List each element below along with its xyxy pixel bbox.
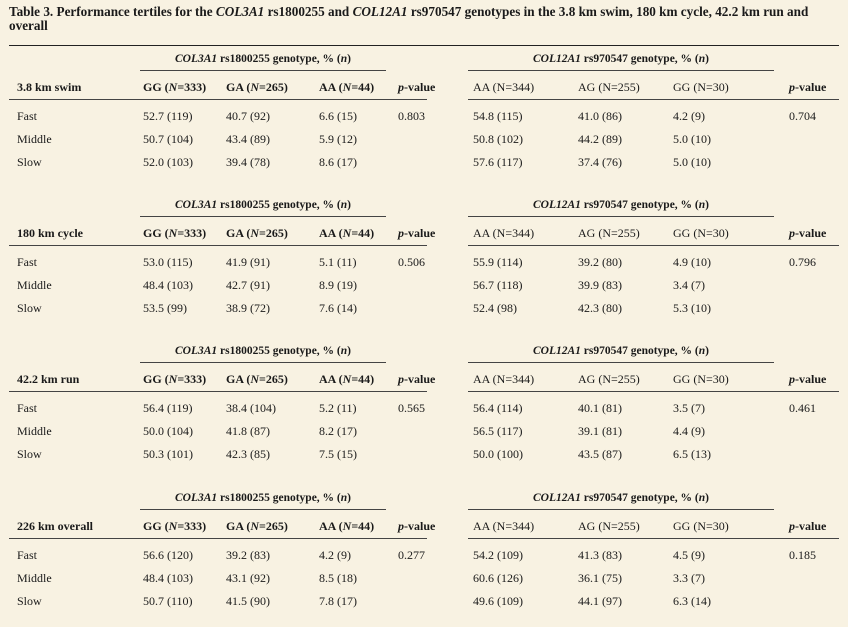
col12-p-value-header: p-value — [789, 80, 827, 94]
cell-gg2: 5.3 (10) — [673, 301, 711, 315]
col-aa-header: AA (N=44) — [319, 80, 375, 94]
col3a1-group-header: COL3A1 rs1800255 genotype, % (n) — [174, 199, 352, 211]
header-rule-left — [9, 99, 427, 100]
section-label: 42.2 km run — [17, 372, 80, 386]
cell-p-value-2: 0.704 — [789, 109, 816, 123]
col12-p-value-header: p-value — [789, 226, 827, 240]
cell-gg2: 4.2 (9) — [673, 109, 705, 123]
cell-ga: 40.7 (92) — [226, 109, 270, 123]
col-gg-header: GG (N=333) — [143, 519, 207, 533]
col-gg-header: GG (N=333) — [143, 372, 207, 386]
cell-ag2: 42.3 (80) — [578, 301, 622, 315]
cell-aa: 8.9 (19) — [319, 278, 357, 292]
header-rule-left — [9, 538, 427, 539]
col3a1-group-rule — [140, 509, 386, 510]
row-label: Middle — [17, 424, 52, 438]
col3a1-group-rule — [140, 216, 386, 217]
header-rule-left — [9, 245, 427, 246]
col12-gg-header: GG (N=30) — [673, 80, 729, 94]
cell-aa: 4.2 (9) — [319, 548, 351, 562]
header-rule-right — [468, 245, 839, 246]
cell-gg: 52.0 (103) — [143, 155, 193, 169]
col12-aa-header: AA (N=344) — [473, 519, 535, 533]
col12-ag-header: AG (N=255) — [578, 372, 640, 386]
cell-ag2: 40.1 (81) — [578, 401, 622, 415]
cell-gg: 48.4 (103) — [143, 571, 193, 585]
row-label: Slow — [17, 447, 42, 461]
cell-p-value-2: 0.185 — [789, 548, 816, 562]
cell-aa2: 56.4 (114) — [473, 401, 523, 415]
cell-ga: 42.7 (91) — [226, 278, 270, 292]
row-label: Fast — [17, 548, 38, 562]
cell-aa2: 50.0 (100) — [473, 447, 523, 461]
cell-aa2: 60.6 (126) — [473, 571, 523, 585]
cell-ga: 41.9 (91) — [226, 255, 270, 269]
cell-aa2: 56.5 (117) — [473, 424, 523, 438]
cell-ag2: 41.0 (86) — [578, 109, 622, 123]
title-rule — [9, 45, 839, 46]
col12a1-group-header: COL12A1 rs970547 genotype, % (n) — [532, 199, 710, 211]
cell-aa: 8.5 (18) — [319, 571, 357, 585]
cell-ag2: 39.1 (81) — [578, 424, 622, 438]
row-label: Fast — [17, 401, 38, 415]
col12a1-group-rule — [468, 70, 774, 71]
col12-aa-header: AA (N=344) — [473, 80, 535, 94]
cell-ag2: 41.3 (83) — [578, 548, 622, 562]
cell-aa2: 57.6 (117) — [473, 155, 523, 169]
row-label: Slow — [17, 155, 42, 169]
cell-aa: 7.5 (15) — [319, 447, 357, 461]
cell-gg: 50.3 (101) — [143, 447, 193, 461]
cell-aa: 7.6 (14) — [319, 301, 357, 315]
col-aa-header: AA (N=44) — [319, 519, 375, 533]
cell-ag2: 36.1 (75) — [578, 571, 622, 585]
col-ga-header: GA (N=265) — [226, 372, 288, 386]
col-aa-header: AA (N=44) — [319, 372, 375, 386]
col12a1-group-header: COL12A1 rs970547 genotype, % (n) — [532, 345, 710, 357]
row-label: Fast — [17, 109, 38, 123]
header-rule-right — [468, 391, 839, 392]
cell-p-value: 0.565 — [398, 401, 425, 415]
section-label: 180 km cycle — [17, 226, 83, 240]
cell-ga: 42.3 (85) — [226, 447, 270, 461]
cell-gg: 50.7 (104) — [143, 132, 193, 146]
cell-gg: 53.5 (99) — [143, 301, 187, 315]
table-title: Table 3. Performance tertiles for the COL3A1 rs1800255 and COL12A1 rs970547 genotypes in the 3.8 km swim, 180 km cycle, 42.2 km run and overall — [9, 4, 809, 33]
cell-aa: 5.2 (11) — [319, 401, 357, 415]
col-p-value-header: p-value — [398, 519, 436, 533]
cell-gg2: 4.5 (9) — [673, 548, 705, 562]
col12-gg-header: GG (N=30) — [673, 519, 729, 533]
col-aa-header: AA (N=44) — [319, 226, 375, 240]
cell-aa2: 54.8 (115) — [473, 109, 523, 123]
cell-gg: 48.4 (103) — [143, 278, 193, 292]
col3a1-group-header: COL3A1 rs1800255 genotype, % (n) — [174, 53, 352, 65]
col3a1-group-rule — [140, 362, 386, 363]
cell-ga: 41.8 (87) — [226, 424, 270, 438]
cell-gg: 50.0 (104) — [143, 424, 193, 438]
col-ga-header: GA (N=265) — [226, 226, 288, 240]
cell-gg2: 6.3 (14) — [673, 594, 711, 608]
row-label: Slow — [17, 594, 42, 608]
col12a1-group-rule — [468, 362, 774, 363]
col12-ag-header: AG (N=255) — [578, 226, 640, 240]
cell-gg2: 4.9 (10) — [673, 255, 711, 269]
cell-ag2: 39.9 (83) — [578, 278, 622, 292]
col12a1-group-header: COL12A1 rs970547 genotype, % (n) — [532, 492, 710, 504]
cell-p-value-2: 0.461 — [789, 401, 816, 415]
col12a1-group-header: COL12A1 rs970547 genotype, % (n) — [532, 53, 710, 65]
cell-ga: 39.2 (83) — [226, 548, 270, 562]
cell-aa: 5.9 (12) — [319, 132, 357, 146]
cell-ga: 38.9 (72) — [226, 301, 270, 315]
row-label: Fast — [17, 255, 38, 269]
cell-gg2: 6.5 (13) — [673, 447, 711, 461]
cell-ag2: 44.2 (89) — [578, 132, 622, 146]
cell-gg: 56.6 (120) — [143, 548, 193, 562]
cell-gg2: 4.4 (9) — [673, 424, 705, 438]
header-rule-left — [9, 391, 427, 392]
cell-ga: 41.5 (90) — [226, 594, 270, 608]
col-ga-header: GA (N=265) — [226, 80, 288, 94]
row-label: Middle — [17, 571, 52, 585]
cell-aa2: 56.7 (118) — [473, 278, 523, 292]
col3a1-group-rule — [140, 70, 386, 71]
cell-aa2: 50.8 (102) — [473, 132, 523, 146]
header-rule-right — [468, 99, 839, 100]
cell-p-value: 0.803 — [398, 109, 425, 123]
col3a1-group-header: COL3A1 rs1800255 genotype, % (n) — [174, 345, 352, 357]
cell-ga: 43.4 (89) — [226, 132, 270, 146]
cell-gg: 53.0 (115) — [143, 255, 193, 269]
col12-aa-header: AA (N=344) — [473, 226, 535, 240]
cell-gg: 52.7 (119) — [143, 109, 193, 123]
cell-aa: 5.1 (11) — [319, 255, 357, 269]
cell-ag2: 44.1 (97) — [578, 594, 622, 608]
row-label: Slow — [17, 301, 42, 315]
cell-gg2: 3.5 (7) — [673, 401, 705, 415]
cell-aa: 6.6 (15) — [319, 109, 357, 123]
cell-gg: 50.7 (110) — [143, 594, 193, 608]
col12-ag-header: AG (N=255) — [578, 80, 640, 94]
col12-p-value-header: p-value — [789, 519, 827, 533]
cell-gg2: 5.0 (10) — [673, 155, 711, 169]
col-gg-header: GG (N=333) — [143, 80, 207, 94]
cell-gg2: 5.0 (10) — [673, 132, 711, 146]
cell-ag2: 37.4 (76) — [578, 155, 622, 169]
row-label: Middle — [17, 132, 52, 146]
row-label: Middle — [17, 278, 52, 292]
cell-ag2: 39.2 (80) — [578, 255, 622, 269]
cell-gg: 56.4 (119) — [143, 401, 193, 415]
cell-gg2: 3.4 (7) — [673, 278, 705, 292]
col-ga-header: GA (N=265) — [226, 519, 288, 533]
cell-ga: 43.1 (92) — [226, 571, 270, 585]
section-label: 3.8 km swim — [17, 80, 82, 94]
header-rule-right — [468, 538, 839, 539]
col-p-value-header: p-value — [398, 80, 436, 94]
cell-aa2: 54.2 (109) — [473, 548, 523, 562]
col12a1-group-rule — [468, 216, 774, 217]
col-gg-header: GG (N=333) — [143, 226, 207, 240]
cell-ag2: 43.5 (87) — [578, 447, 622, 461]
col12a1-group-rule — [468, 509, 774, 510]
cell-aa: 8.6 (17) — [319, 155, 357, 169]
col-p-value-header: p-value — [398, 226, 436, 240]
cell-p-value-2: 0.796 — [789, 255, 816, 269]
section-label: 226 km overall — [17, 519, 93, 533]
cell-p-value: 0.506 — [398, 255, 425, 269]
col12-gg-header: GG (N=30) — [673, 372, 729, 386]
cell-aa2: 49.6 (109) — [473, 594, 523, 608]
col12-p-value-header: p-value — [789, 372, 827, 386]
col12-aa-header: AA (N=344) — [473, 372, 535, 386]
cell-ga: 39.4 (78) — [226, 155, 270, 169]
col3a1-group-header: COL3A1 rs1800255 genotype, % (n) — [174, 492, 352, 504]
cell-aa2: 55.9 (114) — [473, 255, 523, 269]
cell-gg2: 3.3 (7) — [673, 571, 705, 585]
col12-gg-header: GG (N=30) — [673, 226, 729, 240]
col-p-value-header: p-value — [398, 372, 436, 386]
cell-aa: 8.2 (17) — [319, 424, 357, 438]
cell-aa: 7.8 (17) — [319, 594, 357, 608]
col12-ag-header: AG (N=255) — [578, 519, 640, 533]
cell-ga: 38.4 (104) — [226, 401, 276, 415]
cell-aa2: 52.4 (98) — [473, 301, 517, 315]
cell-p-value: 0.277 — [398, 548, 425, 562]
